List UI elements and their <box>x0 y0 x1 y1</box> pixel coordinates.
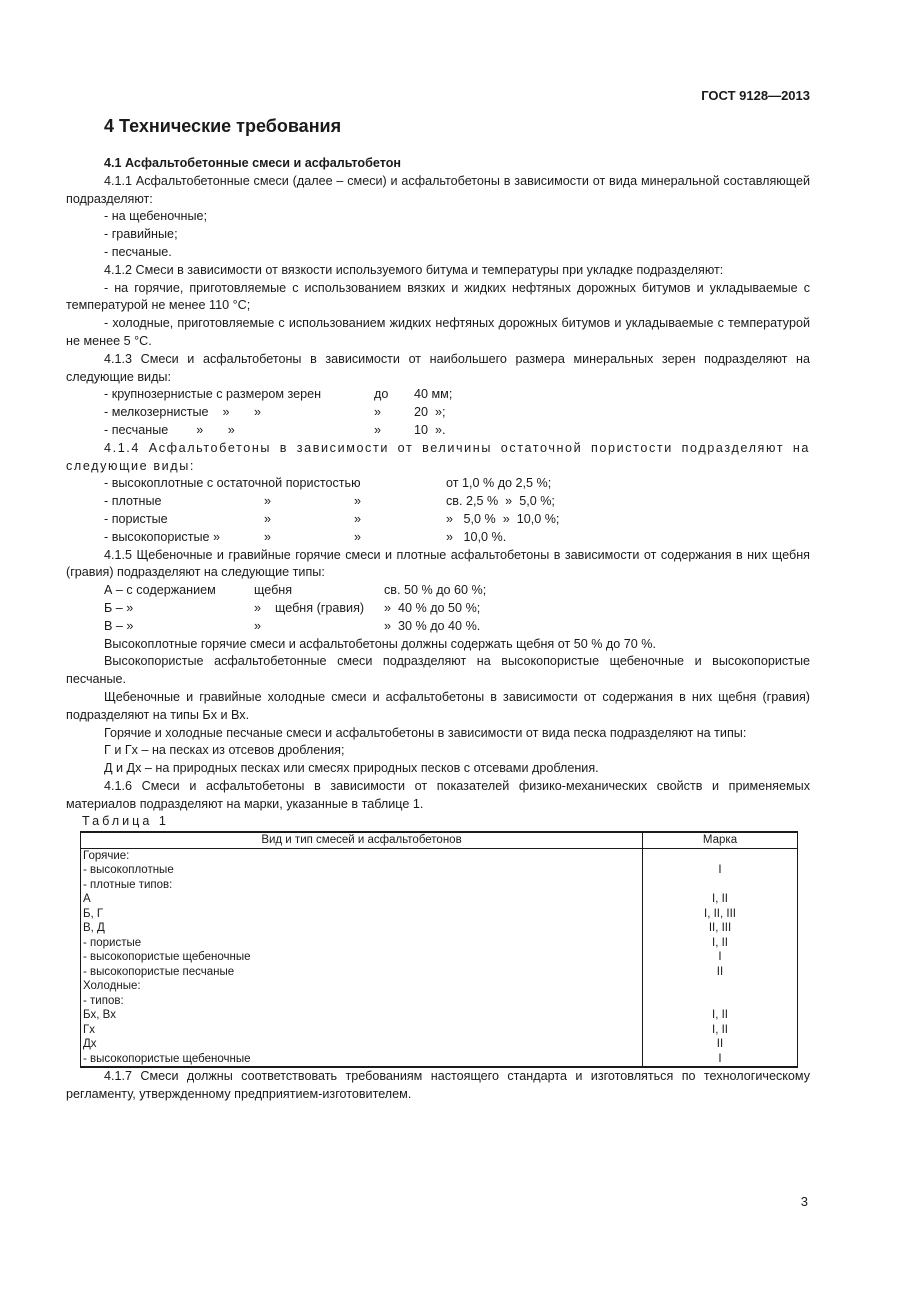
list-cell: » щебня (гравия) <box>254 600 365 615</box>
paragraph-4-1-5: 4.1.5 Щебеночные и гравийные горячие смеси и плотные асфальтобетоны в зависимости от содержания в них щебня (гравия) подразделяют на следующие типы: <box>66 547 810 580</box>
grades-table <box>80 831 798 1068</box>
table-row <box>81 1052 798 1068</box>
list-item <box>66 618 810 636</box>
paragraph: Высокоплотные горячие смеси и асфальтобетоны должны содержать щебня от 50 % до 70 %. <box>104 636 656 651</box>
table-cell: А <box>81 892 643 907</box>
list-cell: » <box>354 494 362 509</box>
table-row <box>81 848 798 863</box>
document-body <box>66 155 810 1104</box>
table-cell <box>643 979 798 994</box>
list-cell: » <box>264 529 272 544</box>
table-cell <box>643 994 798 1009</box>
paragraph: Щебеночные и гравийные холодные смеси и асфальтобетоны в зависимости от содержания в них щебня (гравия) подразделяют на типы Бх и Вх. <box>66 689 810 722</box>
table-row <box>81 994 798 1009</box>
table-cell: I, II <box>643 936 798 951</box>
list-item <box>66 529 810 547</box>
list-cell: » <box>354 529 362 544</box>
column-header-grade: Марка <box>643 832 798 848</box>
list-cell: » <box>354 511 362 526</box>
list-item <box>66 404 810 422</box>
table-cell: Б, Г <box>81 907 643 922</box>
table-cell <box>643 848 798 863</box>
table-cell: Дх <box>81 1037 643 1052</box>
subsection-title: 4.1 Асфальтобетонные смеси и асфальтобетон <box>104 156 401 170</box>
paragraph: Горячие и холодные песчаные смеси и асфальтобетоны в зависимости от вида песка подразделяют на типы: <box>104 725 747 740</box>
table-cell: I, II <box>643 1023 798 1038</box>
list-cell: - высокоплотные с остаточной пористостью <box>104 476 361 491</box>
table-row <box>81 1008 798 1023</box>
table-header-row <box>81 832 798 848</box>
table-cell: II, III <box>643 921 798 936</box>
table-cell: - типов: <box>81 994 643 1009</box>
list-cell: - высокопористые » <box>104 529 221 544</box>
table-row <box>81 878 798 893</box>
list-cell: » <box>264 511 272 526</box>
table-cell: I <box>643 1052 798 1068</box>
list-item <box>66 475 810 493</box>
table-row <box>81 921 798 936</box>
paragraph-4-1-7: 4.1.7 Смеси должны соответствовать требованиям настоящего стандарта и изготовляться по технологическому регламенту, утвержденному предприятием-изготовителем. <box>66 1069 810 1102</box>
list-cell: - песчаные » » <box>104 422 235 437</box>
list-item: - на щебеночные; <box>104 209 208 224</box>
table-cell: I, II <box>643 1008 798 1023</box>
list-cell: - пористые <box>104 511 168 526</box>
list-item <box>66 493 810 511</box>
table-row <box>81 863 798 878</box>
list-item: - песчаные. <box>104 244 172 259</box>
table-row <box>81 907 798 922</box>
list-item <box>66 511 810 529</box>
table-row <box>81 1023 798 1038</box>
table-cell <box>643 878 798 893</box>
paragraph: Высокопористые асфальтобетонные смеси подразделяют на высокопористые щебеночные и высокопористые песчаные. <box>66 654 810 687</box>
list-cell: 20 »; <box>414 405 446 420</box>
standard-code: ГОСТ 9128—2013 <box>701 88 810 103</box>
list-cell: св. 50 % до 60 %; <box>384 583 487 598</box>
page-number: 3 <box>800 1194 808 1209</box>
paragraph-4-1-4: 4.1.4 Асфальтобетоны в зависимости от величины остаточной пористости подразделяют на следующие виды: <box>66 440 810 473</box>
table-cell: Бх, Вх <box>81 1008 643 1023</box>
list-cell: » <box>264 494 272 509</box>
paragraph-4-1-2: 4.1.2 Смеси в зависимости от вязкости используемого битума и температуры при укладке подразделяют: <box>104 262 724 277</box>
list-item: Г и Гх – на песках из отсевов дробления; <box>104 743 345 758</box>
grain-size-list <box>66 386 810 439</box>
table-cell: I, II, III <box>643 907 798 922</box>
table-row <box>81 979 798 994</box>
list-cell: » 5,0 % » 10,0 %; <box>446 511 560 526</box>
table-cell: I, II <box>643 892 798 907</box>
table-cell: - высокопористые щебеночные <box>81 950 643 965</box>
column-header-type: Вид и тип смесей и асфальтобетонов <box>81 832 643 848</box>
list-cell: » 30 % до 40 %. <box>384 618 481 633</box>
table-cell: - высокопористые щебеночные <box>81 1052 643 1068</box>
list-cell: щебня <box>254 583 293 598</box>
gravel-content-list <box>66 582 810 635</box>
table-cell: I <box>643 863 798 878</box>
list-cell: - мелкозернистые » » <box>104 405 262 420</box>
table-row <box>81 965 798 980</box>
table-cell: Горячие: <box>81 848 643 863</box>
table-cell: Холодные: <box>81 979 643 994</box>
list-cell: 40 мм; <box>414 387 453 402</box>
table-cell: - высокоплотные <box>81 863 643 878</box>
list-cell: » 10,0 %. <box>446 529 507 544</box>
list-cell: » <box>254 618 262 633</box>
list-cell: В – » <box>104 618 134 633</box>
list-cell: » <box>374 405 382 420</box>
list-cell: - крупнозернистые с размером зерен <box>104 387 322 402</box>
list-item: Д и Дх – на природных песках или смесях природных песков с отсевами дробления. <box>104 761 599 776</box>
list-cell: » 40 % до 50 %; <box>384 600 481 615</box>
table-cell: II <box>643 965 798 980</box>
list-cell: 10 ». <box>414 422 446 437</box>
list-item: - холодные, приготовляемые с использованием жидких нефтяных дорожных битумов и укладываемые с температурой не менее 5 °С. <box>66 316 810 348</box>
table-row <box>81 892 798 907</box>
table-cell: В, Д <box>81 921 643 936</box>
list-item <box>66 422 810 440</box>
table-row <box>81 950 798 965</box>
list-cell: - плотные <box>104 494 162 509</box>
paragraph-4-1-1: 4.1.1 Асфальтобетонные смеси (далее – смеси) и асфальтобетоны в зависимости от вида минеральной составляющей подразделяют: <box>66 173 810 206</box>
list-cell: до <box>374 387 389 402</box>
list-cell: от 1,0 % до 2,5 %; <box>446 476 552 491</box>
section-title: 4 Технические требования <box>104 116 342 136</box>
list-cell: Б – » <box>104 600 134 615</box>
table-row <box>81 1037 798 1052</box>
table-row <box>81 936 798 951</box>
list-item <box>66 582 810 600</box>
list-cell: » <box>374 422 382 437</box>
table-cell: - плотные типов: <box>81 878 643 893</box>
table-cell: Гх <box>81 1023 643 1038</box>
paragraph-4-1-3: 4.1.3 Смеси и асфальтобетоны в зависимости от наибольшего размера минеральных зерен подразделяют на следующие виды: <box>66 351 810 384</box>
paragraph-4-1-6: 4.1.6 Смеси и асфальтобетоны в зависимости от показателей физико-механических свойств и применяемых материалов подразделяют на марки, указанные в таблице 1. <box>66 778 810 811</box>
list-item <box>66 600 810 618</box>
table-cell: - пористые <box>81 936 643 951</box>
table-cell: I <box>643 950 798 965</box>
table-label: Таблица 1 <box>82 814 169 829</box>
list-cell: св. 2,5 % » 5,0 %; <box>446 494 555 509</box>
list-item <box>66 386 810 404</box>
list-cell: А – с содержанием <box>104 583 216 598</box>
table-cell: II <box>643 1037 798 1052</box>
list-item: - на горячие, приготовляемые с использованием вязких и жидких нефтяных дорожных битумов и укладываемые с температурой не менее 110 °С; <box>66 280 810 313</box>
porosity-list <box>66 475 810 546</box>
list-item: - гравийные; <box>104 227 178 242</box>
table-cell: - высокопористые песчаные <box>81 965 643 980</box>
